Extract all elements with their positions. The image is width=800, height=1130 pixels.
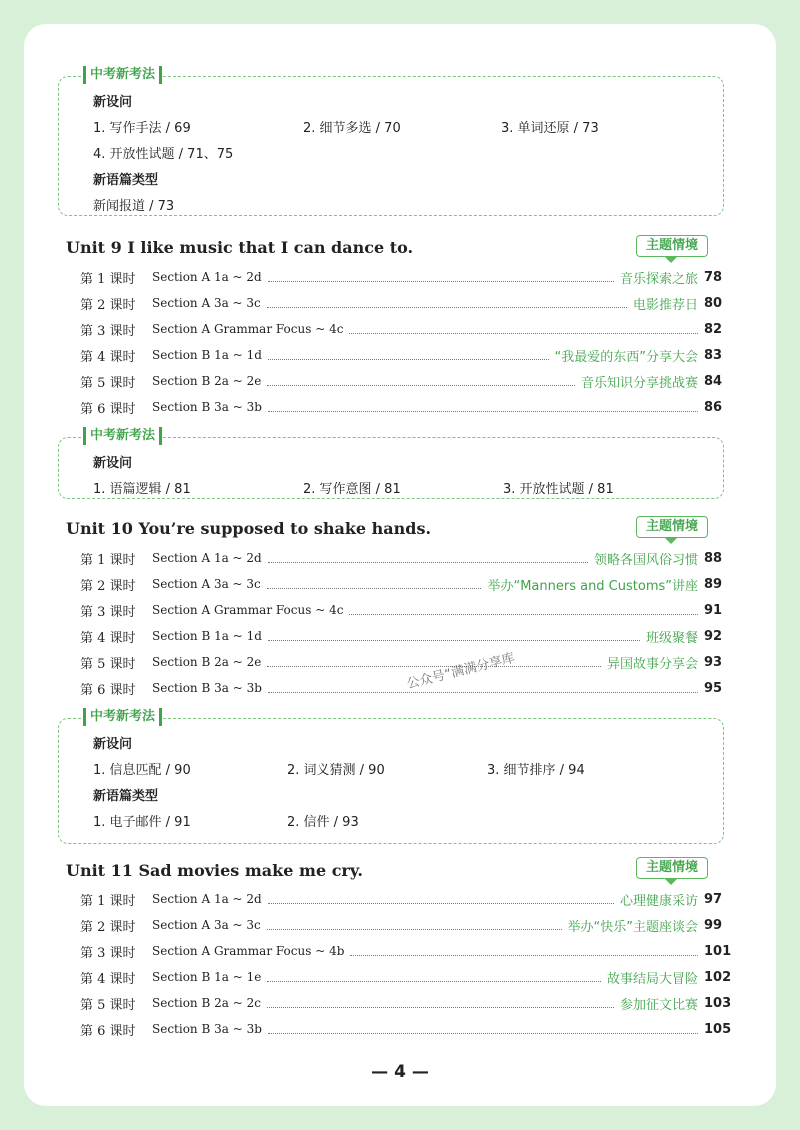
toc-row[interactable] (80, 915, 722, 935)
toc-row[interactable] (80, 1019, 732, 1039)
lesson-label: 第 4 课时 (80, 630, 136, 646)
box-item: 2. 细节多选 / 70 (303, 121, 401, 136)
topic-label: 音乐探索之旅 (619, 271, 698, 287)
lesson-label: 第 5 课时 (80, 656, 136, 672)
toc-row[interactable] (80, 600, 722, 620)
page-ref: 95 (704, 680, 723, 696)
section-label: Section B 2a ~ 2c (152, 996, 261, 1010)
box-item: 3. 细节排序 / 94 (487, 763, 585, 778)
lesson-label: 第 6 课时 (80, 682, 136, 698)
toc-row[interactable] (80, 967, 732, 987)
theme-badge: 主题情境 (636, 235, 708, 257)
dot-leader (267, 377, 575, 386)
page-ref: 99 (704, 917, 723, 933)
box-item: 2. 写作意图 / 81 (303, 482, 401, 497)
toc-row[interactable] (80, 293, 722, 313)
page-ref: 91 (704, 602, 723, 618)
dot-leader (268, 273, 614, 282)
toc-row[interactable] (80, 678, 722, 698)
toc-row[interactable] (80, 574, 722, 594)
topic-label: 心理健康采访 (619, 893, 698, 909)
page-ref: 97 (704, 891, 723, 907)
section-label: Section B 1a ~ 1e (152, 970, 262, 984)
theme-badge: 主题情境 (636, 857, 708, 879)
section-label: Section A Grammar Focus ~ 4c (152, 603, 344, 617)
section-label: Section A Grammar Focus ~ 4c (152, 322, 344, 336)
lesson-label: 第 5 课时 (80, 997, 136, 1013)
dot-leader (350, 947, 698, 956)
page-ref: 88 (704, 550, 723, 566)
lesson-label: 第 1 课时 (80, 271, 136, 287)
section-label: Section A 3a ~ 3c (152, 918, 261, 932)
section-label: Section B 3a ~ 3b (152, 400, 262, 414)
topic-label: 举办“快乐”主题座谈会 (567, 919, 698, 935)
lesson-label: 第 3 课时 (80, 604, 136, 620)
unit-title: Unit 10 You’re supposed to shake hands. (66, 519, 432, 538)
page-ref: 105 (704, 1021, 732, 1037)
section-label: Section A 1a ~ 2d (152, 551, 262, 565)
topic-label: 领略各国风俗习惯 (593, 552, 698, 568)
page-ref: 80 (704, 295, 723, 311)
toc-row[interactable] (80, 626, 722, 646)
dot-leader (267, 299, 627, 308)
toc-row[interactable] (80, 267, 722, 287)
section-label: Section A 3a ~ 3c (152, 577, 261, 591)
toc-row[interactable] (80, 319, 722, 339)
exam-box-2 (58, 428, 724, 499)
box-item: 新闻报道 / 73 (93, 199, 175, 214)
box-tag: 中考新考法 (83, 66, 162, 84)
dot-leader (267, 999, 614, 1008)
page-ref: 82 (704, 321, 723, 337)
toc-row[interactable] (80, 371, 722, 391)
page-ref: 83 (704, 347, 723, 363)
lesson-label: 第 1 课时 (80, 893, 136, 909)
topic-label: “我最爱的东西”分享大会 (554, 349, 698, 365)
lesson-label: 第 1 课时 (80, 552, 136, 568)
section-label: Section A 3a ~ 3c (152, 296, 261, 310)
page-ref: 101 (704, 943, 732, 959)
lesson-label: 第 3 课时 (80, 945, 136, 961)
box-item: 3. 开放性试题 / 81 (503, 482, 614, 497)
box-item: 1. 写作手法 / 69 (93, 121, 191, 136)
dot-leader (268, 351, 549, 360)
section-label: Section A Grammar Focus ~ 4b (152, 944, 345, 958)
section-label: Section B 2a ~ 2e (152, 374, 262, 388)
topic-label: 举办“Manners and Customs”讲座 (487, 578, 698, 594)
section-label: Section B 3a ~ 3b (152, 681, 262, 695)
toc-row[interactable] (80, 548, 722, 568)
unit-title: Unit 9 I like music that I can dance to. (66, 238, 414, 257)
toc-row[interactable] (80, 889, 722, 909)
toc-row[interactable] (80, 941, 732, 961)
dot-leader (268, 632, 640, 641)
page-ref: 92 (704, 628, 723, 644)
box-heading: 新语篇类型 (93, 173, 159, 188)
dot-leader (267, 921, 562, 930)
lesson-label: 第 6 课时 (80, 1023, 136, 1039)
topic-label: 电影推荐日 (632, 297, 698, 313)
box-item: 1. 电子邮件 / 91 (93, 815, 191, 830)
page-ref: 84 (704, 373, 723, 389)
dot-leader (267, 580, 482, 589)
dot-leader (349, 325, 698, 334)
section-label: Section B 1a ~ 1d (152, 348, 262, 362)
dot-leader (268, 554, 588, 563)
unit-title: Unit 11 Sad movies make me cry. (66, 861, 363, 880)
page-ref: 78 (704, 269, 723, 285)
section-label: Section A 1a ~ 2d (152, 270, 262, 284)
box-item: 3. 单词还原 / 73 (501, 121, 599, 136)
lesson-label: 第 2 课时 (80, 578, 136, 594)
exam-box-1 (58, 67, 724, 216)
section-label: Section A 1a ~ 2d (152, 892, 262, 906)
page-ref: 89 (704, 576, 723, 592)
box-item: 4. 开放性试题 / 71、75 (93, 147, 234, 162)
box-tag: 中考新考法 (83, 427, 162, 445)
topic-label: 参加征文比赛 (619, 997, 698, 1013)
topic-label: 音乐知识分享挑战赛 (580, 375, 698, 391)
page-ref: 102 (704, 969, 732, 985)
page-ref: 103 (704, 995, 732, 1011)
dot-leader (268, 895, 614, 904)
page-number: — 4 — (371, 1062, 429, 1082)
box-tag: 中考新考法 (83, 708, 162, 726)
dot-leader (349, 606, 698, 615)
page-ref: 93 (704, 654, 723, 670)
page-ref: 86 (704, 399, 723, 415)
theme-badge: 主题情境 (636, 516, 708, 538)
section-label: Section B 3a ~ 3b (152, 1022, 262, 1036)
box-heading: 新设问 (93, 95, 133, 110)
box-item: 1. 语篇逻辑 / 81 (93, 482, 191, 497)
box-item: 2. 词义猜测 / 90 (287, 763, 385, 778)
toc-row[interactable] (80, 652, 722, 672)
box-heading: 新设问 (93, 737, 133, 752)
dot-leader (268, 1025, 698, 1034)
topic-label: 故事结局大冒险 (606, 971, 698, 987)
toc-row[interactable] (80, 345, 722, 365)
lesson-label: 第 6 课时 (80, 401, 136, 417)
lesson-label: 第 3 课时 (80, 323, 136, 339)
dot-leader (267, 973, 601, 982)
box-item: 1. 信息匹配 / 90 (93, 763, 191, 778)
box-heading: 新设问 (93, 456, 133, 471)
exam-box-3 (58, 709, 724, 844)
dot-leader (268, 403, 698, 412)
lesson-label: 第 2 课时 (80, 919, 136, 935)
lesson-label: 第 4 课时 (80, 971, 136, 987)
topic-label: 班级聚餐 (645, 630, 698, 646)
dot-leader (268, 684, 698, 693)
topic-label: 异国故事分享会 (606, 656, 698, 672)
watermark: 公众号“满满分享库 (405, 650, 517, 693)
box-heading: 新语篇类型 (93, 789, 159, 804)
section-label: Section B 2a ~ 2e (152, 655, 262, 669)
box-item: 2. 信件 / 93 (287, 815, 359, 830)
toc-row[interactable] (80, 397, 722, 417)
lesson-label: 第 4 课时 (80, 349, 136, 365)
lesson-label: 第 5 课时 (80, 375, 136, 391)
lesson-label: 第 2 课时 (80, 297, 136, 313)
section-label: Section B 1a ~ 1d (152, 629, 262, 643)
toc-row[interactable] (80, 993, 732, 1013)
